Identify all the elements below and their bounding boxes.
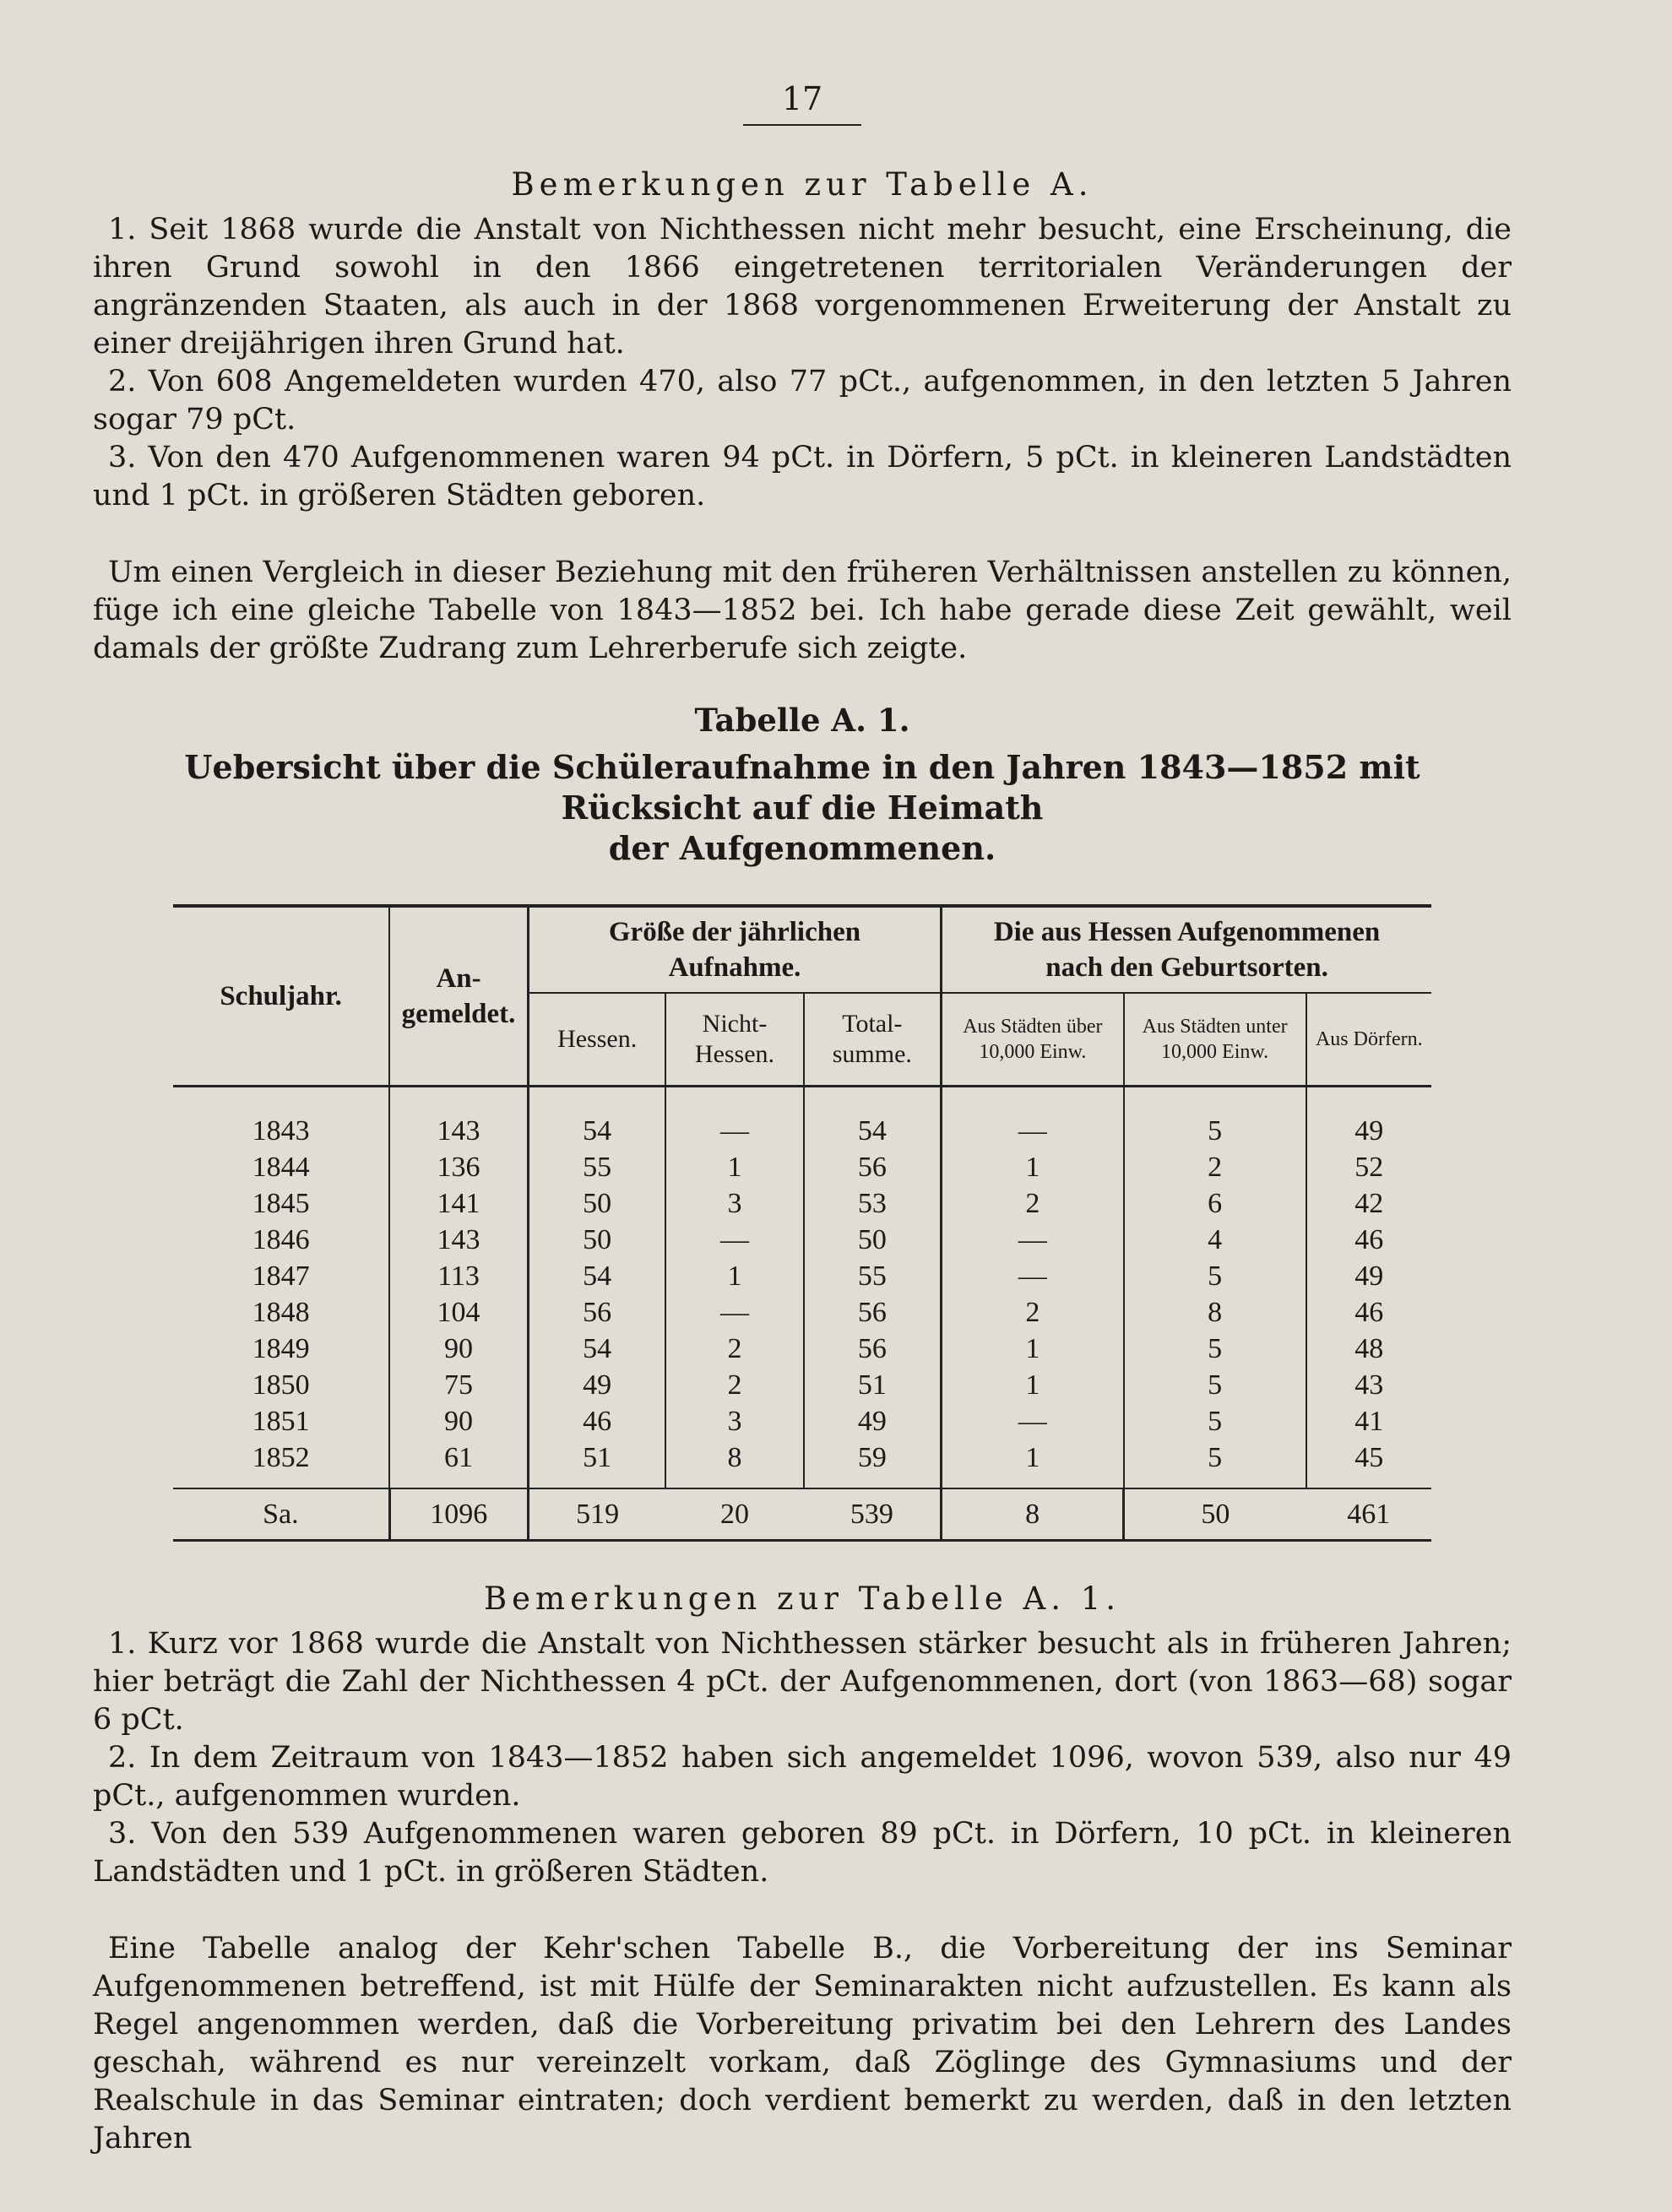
cell-totalsumme: 56 — [804, 1331, 942, 1367]
table-row — [173, 1439, 1431, 1488]
cell-staedte-unter: 8 — [1124, 1294, 1306, 1331]
table-row — [173, 1087, 1431, 1150]
cell-hessen: 49 — [528, 1367, 665, 1403]
sum-nichthessen: 20 — [665, 1488, 803, 1541]
table-row — [173, 1367, 1431, 1403]
cell-nichthessen: — — [665, 1087, 803, 1150]
table-title — [93, 747, 1512, 869]
table-row — [173, 1403, 1431, 1439]
cell-year: 1846 — [252, 1224, 310, 1255]
table-label: Tabelle A. 1. — [694, 702, 910, 739]
cell-staedte-unter: 5 — [1124, 1367, 1306, 1403]
cell-year: 1852 — [252, 1442, 310, 1473]
header-hessen: Hessen. — [528, 993, 665, 1087]
cell-hessen: 55 — [528, 1149, 665, 1185]
cell-year: 1847 — [252, 1261, 310, 1292]
cell-totalsumme: 53 — [804, 1185, 942, 1222]
cell-staedte-unter: 2 — [1124, 1149, 1306, 1185]
closing-paragraph: Eine Tabelle analog der Kehr'schen Tabelle B., die Vorbereitung der ins Seminar Aufgenommenen betreffend, ist mit Hülfe der Seminarakten nicht aufzustellen. Es kann als Regel angenommen werden, daß die Vorbereitung privatim bei den Lehrern des Landes geschah, während es nur vereinzelt vorkam, daß Zöglinge des Gymnasiums und der Realschule in das Seminar eintraten; doch verdient bemerkt zu werden, daß in den letzten Jahren — [93, 1932, 1512, 2155]
cell-doerfer: 41 — [1306, 1403, 1431, 1439]
cell-staedte-unter: 5 — [1124, 1258, 1306, 1294]
cell-angemeldet: 143 — [389, 1222, 528, 1258]
sum-hessen: 519 — [528, 1488, 665, 1541]
cell-hessen: 54 — [528, 1087, 665, 1150]
table-row — [173, 1258, 1431, 1294]
cell-totalsumme: 55 — [804, 1258, 942, 1294]
table-row — [173, 1222, 1431, 1258]
table-title-line-2: der Aufgenommenen. — [608, 829, 996, 867]
cell-nichthessen: 8 — [665, 1439, 803, 1488]
cell-angemeldet: 104 — [389, 1294, 528, 1331]
cell-hessen: 46 — [528, 1403, 665, 1439]
header-staedte-ueber: Aus Städten über 10,000 Einw. — [942, 993, 1124, 1087]
cell-nichthessen: — — [665, 1222, 803, 1258]
cell-nichthessen: 1 — [665, 1149, 803, 1185]
sum-label: Sa. — [173, 1488, 389, 1541]
cell-staedte-unter: 5 — [1124, 1331, 1306, 1367]
cell-staedte-ueber: 1 — [942, 1331, 1124, 1367]
cell-angemeldet: 61 — [389, 1439, 528, 1488]
cell-angemeldet: 113 — [389, 1258, 528, 1294]
sum-doerfer: 461 — [1306, 1488, 1431, 1541]
note-a-2: 2. Von 608 Angemeldeten wurden 470, also 77 pCt., aufgenommen, in den letzten 5 Jahren sogar 79 pCt. — [93, 365, 1512, 436]
note-a1-3: 3. Von den 539 Aufgenommenen waren geboren 89 pCt. in Dörfern, 10 pCt. in kleineren Landstädten und 1 pCt. in größeren Städten. — [93, 1817, 1512, 1889]
page-number: 17 — [781, 80, 823, 117]
cell-year: 1848 — [252, 1297, 310, 1328]
cell-doerfer: 48 — [1306, 1331, 1431, 1367]
cell-staedte-unter: 6 — [1124, 1185, 1306, 1222]
cell-year: 1849 — [252, 1333, 310, 1364]
cell-totalsumme: 56 — [804, 1294, 942, 1331]
table-row — [173, 1331, 1431, 1367]
cell-totalsumme: 54 — [804, 1087, 942, 1150]
cell-staedte-unter: 5 — [1124, 1087, 1306, 1150]
cell-nichthessen: — — [665, 1294, 803, 1331]
header-groesse: Größe der jährlichen Aufnahme. — [528, 906, 941, 993]
cell-totalsumme: 50 — [804, 1222, 942, 1258]
cell-hessen: 50 — [528, 1185, 665, 1222]
cell-hessen: 50 — [528, 1222, 665, 1258]
cell-nichthessen: 2 — [665, 1331, 803, 1367]
cell-year: 1851 — [252, 1406, 310, 1437]
cell-doerfer: 46 — [1306, 1294, 1431, 1331]
cell-staedte-unter: 5 — [1124, 1403, 1306, 1439]
cell-nichthessen: 3 — [665, 1403, 803, 1439]
cell-staedte-unter: 5 — [1124, 1439, 1306, 1488]
cell-staedte-ueber: — — [942, 1258, 1124, 1294]
sum-totalsumme: 539 — [804, 1488, 942, 1541]
cell-doerfer: 45 — [1306, 1439, 1431, 1488]
sum-staedte-unter: 50 — [1124, 1488, 1306, 1541]
cell-staedte-ueber: 1 — [942, 1367, 1124, 1403]
cell-doerfer: 42 — [1306, 1185, 1431, 1222]
header-doerfer: Aus Dörfern. — [1306, 993, 1431, 1087]
header-heimat: Die aus Hessen Aufgenommenen nach den Geburtsorten. — [942, 906, 1431, 993]
cell-doerfer: 43 — [1306, 1367, 1431, 1403]
cell-year: 1844 — [252, 1152, 310, 1183]
sum-staedte-ueber: 8 — [942, 1488, 1124, 1541]
cell-angemeldet: 75 — [389, 1367, 528, 1403]
cell-angemeldet: 90 — [389, 1331, 528, 1367]
note-a-1: 1. Seit 1868 wurde die Anstalt von Nichthessen nicht mehr besucht, eine Erscheinung, die ihren Grund sowohl in den 1866 eingetretenen territorialen Veränderungen der angränzenden Staaten, als auch in der 1868 vorgenommenen Erweiterung der Anstalt zu einer dreijährigen ihren Grund hat. — [93, 213, 1512, 361]
cell-hessen: 51 — [528, 1439, 665, 1488]
cell-nichthessen: 3 — [665, 1185, 803, 1222]
table-row — [173, 1185, 1431, 1222]
cell-angemeldet: 141 — [389, 1185, 528, 1222]
cell-hessen: 56 — [528, 1294, 665, 1331]
header-staedte-unter: Aus Städten unter 10,000 Einw. — [1124, 993, 1306, 1087]
cell-totalsumme: 51 — [804, 1367, 942, 1403]
cell-year: 1843 — [252, 1115, 310, 1147]
note-a1-1: 1. Kurz vor 1868 wurde die Anstalt von Nichthessen stärker besucht als in früheren Jahren; hier beträgt die Zahl der Nichthessen 4 pCt. der Aufgenommenen, dort (von 1863—68) sogar 6 pCt. — [93, 1627, 1512, 1737]
cell-nichthessen: 1 — [665, 1258, 803, 1294]
cell-staedte-ueber: 2 — [942, 1294, 1124, 1331]
cell-totalsumme: 49 — [804, 1403, 942, 1439]
note-a1-2: 2. In dem Zeitraum von 1843—1852 haben sich angemeldet 1096, wovon 539, also nur 49 pCt., aufgenommen wurden. — [93, 1741, 1512, 1813]
cell-year: 1845 — [252, 1188, 310, 1219]
sum-angemeldet: 1096 — [389, 1488, 528, 1541]
cell-nichthessen: 2 — [665, 1367, 803, 1403]
cell-doerfer: 49 — [1306, 1087, 1431, 1150]
cell-staedte-ueber: 1 — [942, 1439, 1124, 1488]
header-nichthessen: Nicht-Hessen. — [665, 993, 803, 1087]
note-a-3: 3. Von den 470 Aufgenommenen waren 94 pCt. in Dörfern, 5 pCt. in kleineren Landstädten und 1 pCt. in größeren Städten geboren. — [93, 441, 1512, 512]
page-number-rule — [743, 124, 861, 126]
cell-totalsumme: 59 — [804, 1439, 942, 1488]
cell-angemeldet: 143 — [389, 1087, 528, 1150]
notes-heading-table-a: Bemerkungen zur Tabelle A. — [511, 166, 1094, 203]
page-content — [93, 80, 1512, 2158]
cell-staedte-ueber: — — [942, 1403, 1124, 1439]
cell-hessen: 54 — [528, 1258, 665, 1294]
cell-totalsumme: 56 — [804, 1149, 942, 1185]
cell-doerfer: 52 — [1306, 1149, 1431, 1185]
cell-staedte-unter: 4 — [1124, 1222, 1306, 1258]
cell-angemeldet: 90 — [389, 1403, 528, 1439]
cell-hessen: 54 — [528, 1331, 665, 1367]
cell-staedte-ueber: 1 — [942, 1149, 1124, 1185]
intro-paragraph: Um einen Vergleich in dieser Beziehung mit den früheren Verhältnissen anstellen zu können, füge ich eine gleiche Tabelle von 1843—1852 bei. Ich habe gerade diese Zeit gewählt, weil damals der größte Zudrang zum Lehrerberufe sich zeigte. — [93, 556, 1512, 665]
cell-staedte-ueber: 2 — [942, 1185, 1124, 1222]
cell-staedte-ueber: — — [942, 1087, 1124, 1150]
cell-doerfer: 46 — [1306, 1222, 1431, 1258]
table-title-line-1: Uebersicht über die Schüleraufnahme in den Jahren 1843—1852 mit Rücksicht auf die Heimath — [184, 748, 1420, 827]
header-angemeldet: An-gemeldet. — [389, 906, 528, 1087]
table-row — [173, 1294, 1431, 1331]
sum-row — [173, 1488, 1431, 1541]
admissions-table — [173, 904, 1431, 1542]
cell-staedte-ueber: — — [942, 1222, 1124, 1258]
notes-heading-table-a1: Bemerkungen zur Tabelle A. 1. — [483, 1580, 1121, 1617]
header-schuljahr: Schuljahr. — [173, 906, 389, 1087]
cell-doerfer: 49 — [1306, 1258, 1431, 1294]
cell-angemeldet: 136 — [389, 1149, 528, 1185]
header-totalsumme: Total-summe. — [804, 993, 942, 1087]
cell-year: 1850 — [252, 1369, 310, 1401]
table-row — [173, 1149, 1431, 1185]
